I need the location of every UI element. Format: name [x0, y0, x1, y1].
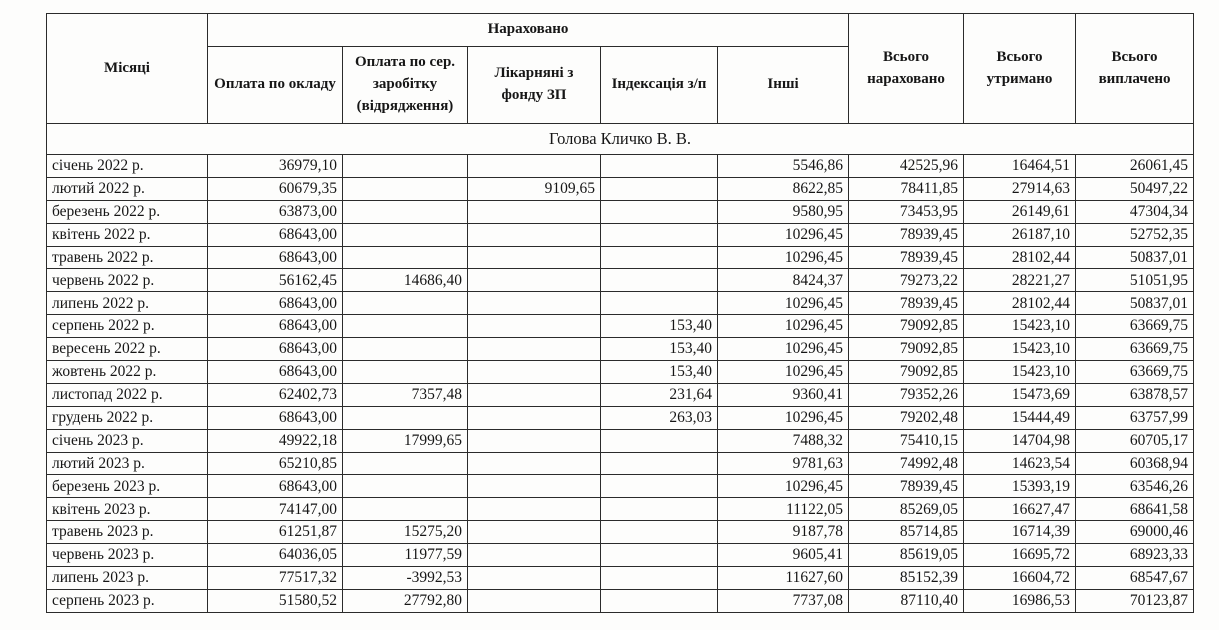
- value-cell: 68641,58: [1076, 498, 1194, 521]
- table-header: [47, 14, 1194, 124]
- value-cell: [343, 292, 468, 315]
- table-row: [47, 521, 1194, 544]
- value-cell: [468, 315, 601, 338]
- header-indexation: Індексація з/п: [601, 47, 718, 124]
- value-cell: [343, 223, 468, 246]
- value-cell: [601, 567, 718, 590]
- value-cell: 9605,41: [718, 544, 849, 567]
- value-cell: 7737,08: [718, 589, 849, 612]
- value-cell: 15473,69: [964, 383, 1076, 406]
- header-total-paid: Всього виплачено: [1076, 14, 1194, 124]
- value-cell: [343, 155, 468, 178]
- month-cell: січень 2022 р.: [47, 155, 208, 178]
- value-cell: 10296,45: [718, 246, 849, 269]
- value-cell: 68643,00: [208, 246, 343, 269]
- month-cell: листопад 2022 р.: [47, 383, 208, 406]
- value-cell: 79273,22: [849, 269, 964, 292]
- value-cell: 10296,45: [718, 361, 849, 384]
- table-row: [47, 383, 1194, 406]
- value-cell: [601, 475, 718, 498]
- table-row: [47, 292, 1194, 315]
- table-row: [47, 200, 1194, 223]
- value-cell: 74147,00: [208, 498, 343, 521]
- value-cell: 87110,40: [849, 589, 964, 612]
- value-cell: -3992,53: [343, 567, 468, 590]
- value-cell: [468, 338, 601, 361]
- value-cell: 78939,45: [849, 246, 964, 269]
- value-cell: 26149,61: [964, 200, 1076, 223]
- value-cell: 85152,39: [849, 567, 964, 590]
- header-group-row: [47, 14, 1194, 47]
- value-cell: [468, 589, 601, 612]
- value-cell: [601, 200, 718, 223]
- value-cell: 60679,35: [208, 177, 343, 200]
- header-months: Місяці: [47, 14, 208, 124]
- value-cell: [468, 498, 601, 521]
- value-cell: 68643,00: [208, 315, 343, 338]
- value-cell: 9360,41: [718, 383, 849, 406]
- value-cell: 5546,86: [718, 155, 849, 178]
- value-cell: 10296,45: [718, 338, 849, 361]
- table-body: [47, 155, 1194, 613]
- value-cell: 68643,00: [208, 338, 343, 361]
- value-cell: 9580,95: [718, 200, 849, 223]
- value-cell: 15275,20: [343, 521, 468, 544]
- value-cell: [343, 498, 468, 521]
- month-cell: березень 2023 р.: [47, 475, 208, 498]
- month-cell: вересень 2022 р.: [47, 338, 208, 361]
- value-cell: 15423,10: [964, 315, 1076, 338]
- value-cell: 61251,87: [208, 521, 343, 544]
- section-row: [47, 124, 1194, 155]
- value-cell: 26187,10: [964, 223, 1076, 246]
- table-row: [47, 475, 1194, 498]
- value-cell: [601, 155, 718, 178]
- value-cell: 17999,65: [343, 429, 468, 452]
- table-row: [47, 338, 1194, 361]
- value-cell: 51051,95: [1076, 269, 1194, 292]
- value-cell: 50497,22: [1076, 177, 1194, 200]
- value-cell: 7357,48: [343, 383, 468, 406]
- value-cell: 68643,00: [208, 406, 343, 429]
- value-cell: 75410,15: [849, 429, 964, 452]
- table-row: [47, 567, 1194, 590]
- value-cell: [468, 521, 601, 544]
- value-cell: [468, 246, 601, 269]
- table-row: [47, 223, 1194, 246]
- value-cell: [601, 246, 718, 269]
- header-salary: Оплата по окладу: [208, 47, 343, 124]
- value-cell: 10296,45: [718, 406, 849, 429]
- value-cell: [343, 475, 468, 498]
- table-row: [47, 246, 1194, 269]
- month-cell: червень 2022 р.: [47, 269, 208, 292]
- value-cell: 9109,65: [468, 177, 601, 200]
- value-cell: [468, 429, 601, 452]
- value-cell: 9187,78: [718, 521, 849, 544]
- value-cell: 15444,49: [964, 406, 1076, 429]
- value-cell: [601, 544, 718, 567]
- value-cell: 85714,85: [849, 521, 964, 544]
- value-cell: 8424,37: [718, 269, 849, 292]
- value-cell: 56162,45: [208, 269, 343, 292]
- value-cell: [468, 269, 601, 292]
- section-title: Голова Кличко В. В.: [47, 124, 1194, 155]
- value-cell: [601, 452, 718, 475]
- table-row: [47, 315, 1194, 338]
- value-cell: 60705,17: [1076, 429, 1194, 452]
- value-cell: [601, 521, 718, 544]
- value-cell: 78939,45: [849, 292, 964, 315]
- value-cell: 10296,45: [718, 315, 849, 338]
- header-accrued-group: Нараховано: [208, 14, 849, 47]
- value-cell: 79092,85: [849, 338, 964, 361]
- table-row: [47, 155, 1194, 178]
- value-cell: 79352,26: [849, 383, 964, 406]
- value-cell: 10296,45: [718, 292, 849, 315]
- value-cell: 16695,72: [964, 544, 1076, 567]
- value-cell: [343, 246, 468, 269]
- value-cell: 65210,85: [208, 452, 343, 475]
- value-cell: 16986,53: [964, 589, 1076, 612]
- value-cell: 9781,63: [718, 452, 849, 475]
- table-row: [47, 429, 1194, 452]
- value-cell: 63878,57: [1076, 383, 1194, 406]
- value-cell: 74992,48: [849, 452, 964, 475]
- value-cell: 15393,19: [964, 475, 1076, 498]
- value-cell: 16604,72: [964, 567, 1076, 590]
- value-cell: 153,40: [601, 361, 718, 384]
- value-cell: 153,40: [601, 315, 718, 338]
- month-cell: березень 2022 р.: [47, 200, 208, 223]
- month-cell: квітень 2023 р.: [47, 498, 208, 521]
- value-cell: 47304,34: [1076, 200, 1194, 223]
- value-cell: 27792,80: [343, 589, 468, 612]
- value-cell: 52752,35: [1076, 223, 1194, 246]
- month-cell: лютий 2022 р.: [47, 177, 208, 200]
- value-cell: 79202,48: [849, 406, 964, 429]
- value-cell: 73453,95: [849, 200, 964, 223]
- value-cell: 50837,01: [1076, 246, 1194, 269]
- value-cell: [343, 406, 468, 429]
- value-cell: 11977,59: [343, 544, 468, 567]
- value-cell: 78411,85: [849, 177, 964, 200]
- value-cell: 263,03: [601, 406, 718, 429]
- value-cell: 42525,96: [849, 155, 964, 178]
- value-cell: 11627,60: [718, 567, 849, 590]
- value-cell: 63669,75: [1076, 338, 1194, 361]
- value-cell: 15423,10: [964, 361, 1076, 384]
- value-cell: 79092,85: [849, 361, 964, 384]
- value-cell: [601, 292, 718, 315]
- value-cell: [468, 200, 601, 223]
- value-cell: 28102,44: [964, 292, 1076, 315]
- value-cell: [601, 429, 718, 452]
- value-cell: 14623,54: [964, 452, 1076, 475]
- value-cell: [468, 155, 601, 178]
- value-cell: [601, 498, 718, 521]
- value-cell: 49922,18: [208, 429, 343, 452]
- value-cell: 70123,87: [1076, 589, 1194, 612]
- value-cell: 63757,99: [1076, 406, 1194, 429]
- value-cell: [468, 406, 601, 429]
- value-cell: 69000,46: [1076, 521, 1194, 544]
- value-cell: [468, 544, 601, 567]
- value-cell: 68923,33: [1076, 544, 1194, 567]
- header-total-accrued: Всього нараховано: [849, 14, 964, 124]
- salary-table: [46, 13, 1194, 613]
- table-row: [47, 269, 1194, 292]
- value-cell: 10296,45: [718, 223, 849, 246]
- value-cell: [601, 177, 718, 200]
- value-cell: 62402,73: [208, 383, 343, 406]
- value-cell: 64036,05: [208, 544, 343, 567]
- value-cell: 85619,05: [849, 544, 964, 567]
- value-cell: 78939,45: [849, 475, 964, 498]
- month-cell: жовтень 2022 р.: [47, 361, 208, 384]
- value-cell: 7488,32: [718, 429, 849, 452]
- value-cell: 8622,85: [718, 177, 849, 200]
- value-cell: [601, 269, 718, 292]
- table-row: [47, 406, 1194, 429]
- value-cell: [343, 338, 468, 361]
- month-cell: липень 2023 р.: [47, 567, 208, 590]
- value-cell: [468, 223, 601, 246]
- value-cell: 16627,47: [964, 498, 1076, 521]
- value-cell: [601, 223, 718, 246]
- value-cell: 79092,85: [849, 315, 964, 338]
- month-cell: лютий 2023 р.: [47, 452, 208, 475]
- value-cell: 77517,32: [208, 567, 343, 590]
- header-other: Інші: [718, 47, 849, 124]
- value-cell: 60368,94: [1076, 452, 1194, 475]
- value-cell: [468, 567, 601, 590]
- header-sick-leave: Лікарняні з фонду ЗП: [468, 47, 601, 124]
- month-cell: серпень 2022 р.: [47, 315, 208, 338]
- value-cell: [343, 177, 468, 200]
- section-row-body: [47, 124, 1194, 155]
- table-row: [47, 361, 1194, 384]
- month-cell: липень 2022 р.: [47, 292, 208, 315]
- month-cell: травень 2022 р.: [47, 246, 208, 269]
- value-cell: 51580,52: [208, 589, 343, 612]
- month-cell: квітень 2022 р.: [47, 223, 208, 246]
- table-row: [47, 452, 1194, 475]
- value-cell: [468, 475, 601, 498]
- table-row: [47, 589, 1194, 612]
- value-cell: 11122,05: [718, 498, 849, 521]
- month-cell: грудень 2022 р.: [47, 406, 208, 429]
- value-cell: 63873,00: [208, 200, 343, 223]
- value-cell: 68643,00: [208, 223, 343, 246]
- value-cell: [468, 452, 601, 475]
- value-cell: [343, 361, 468, 384]
- table-row: [47, 544, 1194, 567]
- value-cell: 68547,67: [1076, 567, 1194, 590]
- value-cell: 14686,40: [343, 269, 468, 292]
- value-cell: 15423,10: [964, 338, 1076, 361]
- value-cell: 10296,45: [718, 475, 849, 498]
- value-cell: 68643,00: [208, 361, 343, 384]
- value-cell: [601, 589, 718, 612]
- value-cell: 231,64: [601, 383, 718, 406]
- table-row: [47, 177, 1194, 200]
- value-cell: 153,40: [601, 338, 718, 361]
- value-cell: 28102,44: [964, 246, 1076, 269]
- value-cell: [468, 383, 601, 406]
- value-cell: 50837,01: [1076, 292, 1194, 315]
- value-cell: [343, 200, 468, 223]
- month-cell: червень 2023 р.: [47, 544, 208, 567]
- value-cell: [343, 452, 468, 475]
- header-avg-earnings: Оплата по сер. заробітку (відрядження): [343, 47, 468, 124]
- table-row: [47, 498, 1194, 521]
- value-cell: 14704,98: [964, 429, 1076, 452]
- value-cell: 63669,75: [1076, 361, 1194, 384]
- value-cell: 27914,63: [964, 177, 1076, 200]
- value-cell: 85269,05: [849, 498, 964, 521]
- value-cell: [468, 361, 601, 384]
- month-cell: серпень 2023 р.: [47, 589, 208, 612]
- value-cell: [468, 292, 601, 315]
- value-cell: 63546,26: [1076, 475, 1194, 498]
- value-cell: 16464,51: [964, 155, 1076, 178]
- month-cell: травень 2023 р.: [47, 521, 208, 544]
- month-cell: січень 2023 р.: [47, 429, 208, 452]
- value-cell: 63669,75: [1076, 315, 1194, 338]
- value-cell: 26061,45: [1076, 155, 1194, 178]
- value-cell: 78939,45: [849, 223, 964, 246]
- header-total-withheld: Всього утримано: [964, 14, 1076, 124]
- value-cell: 68643,00: [208, 292, 343, 315]
- value-cell: [343, 315, 468, 338]
- value-cell: 28221,27: [964, 269, 1076, 292]
- value-cell: 36979,10: [208, 155, 343, 178]
- value-cell: 68643,00: [208, 475, 343, 498]
- value-cell: 16714,39: [964, 521, 1076, 544]
